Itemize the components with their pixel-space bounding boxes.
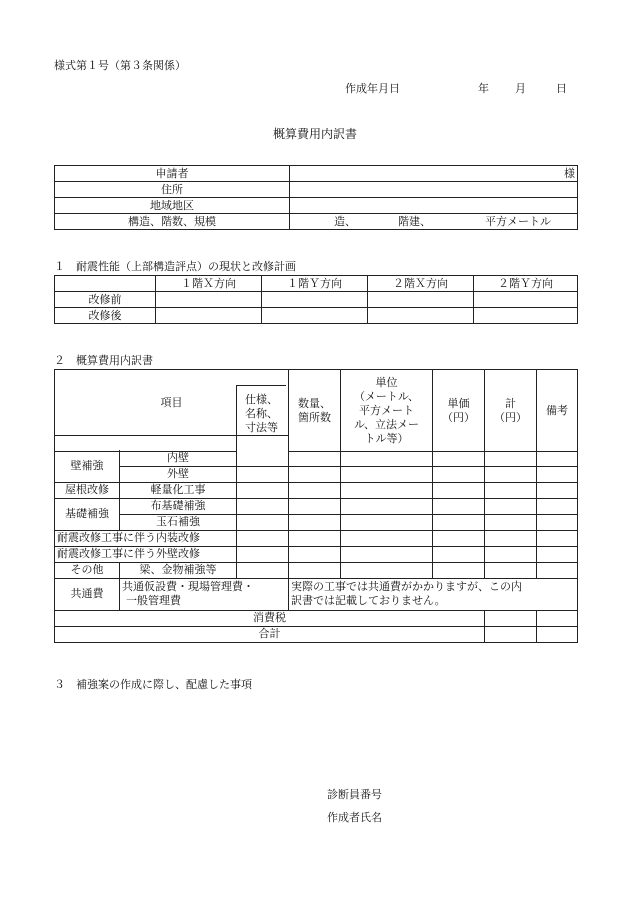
header-unit: 単位 （メートル、 平方メート ル、立法メー トル等） <box>341 370 433 452</box>
col-2x: ２階Ｘ方向 <box>368 276 474 292</box>
date-year: 年 <box>478 82 489 95</box>
wall-label: 壁補強 <box>55 450 120 482</box>
cell[interactable] <box>368 308 474 324</box>
cell[interactable] <box>474 292 578 308</box>
structure-label: 構造、階数、規模 <box>55 214 290 230</box>
page-title: 概算費用内訳書 <box>272 127 357 141</box>
section3-heading: ３ 補強案の作成に際し、配慮した事項 <box>54 678 252 691</box>
applicant-suffix: 様 <box>290 166 578 182</box>
structure-value[interactable] <box>290 214 578 230</box>
other-label: その他 <box>55 562 120 578</box>
lightweight: 軽量化工事 <box>120 482 237 498</box>
section2-heading: ２ 概算費用内訳書 <box>54 354 153 367</box>
header-spec: 仕様、 名称、 寸法等 <box>236 385 286 451</box>
header-note: 備考 <box>537 370 578 452</box>
address-label: 住所 <box>55 182 290 198</box>
applicant-label: 申請者 <box>55 166 290 182</box>
outer-wall: 外壁 <box>120 466 237 482</box>
diagnostician-number-label: 診断員番号 <box>327 788 382 801</box>
header-item: 項目 <box>55 370 289 436</box>
cell[interactable] <box>262 292 368 308</box>
header-price: 単価 （円） <box>433 370 485 452</box>
cost-body <box>54 450 578 643</box>
cloth-foundation: 布基礎補強 <box>120 498 237 514</box>
header-total: 計 （円） <box>485 370 537 452</box>
structure-part-1: 造、 <box>334 215 356 228</box>
cell[interactable] <box>156 292 262 308</box>
common-note: 実際の工事では共通費がかかりますが、この内 訳書では記載しておりません。 <box>289 578 578 610</box>
zone-label: 地域地区 <box>55 198 290 214</box>
section1-heading: １ 耐震性能（上部構造評点）の現状と改修計画 <box>54 260 296 273</box>
cell[interactable] <box>474 308 578 324</box>
structure-part-2: 階建、 <box>398 215 431 228</box>
roof-label: 屋根改修 <box>55 482 120 498</box>
beam-label: 梁、金物補強等 <box>120 562 237 578</box>
author-name-label: 作成者氏名 <box>327 811 382 824</box>
col-2y: ２階Ｙ方向 <box>474 276 578 292</box>
zone-value[interactable] <box>290 198 578 214</box>
exterior-label: 耐震改修工事に伴う外壁改修 <box>55 546 237 562</box>
cost-table <box>54 369 578 452</box>
row-before: 改修前 <box>55 292 156 308</box>
row-after: 改修後 <box>55 308 156 324</box>
stone-foundation: 玉石補強 <box>120 514 237 530</box>
cell[interactable] <box>262 308 368 324</box>
header-qty: 数量、 箇所数 <box>289 370 341 452</box>
seismic-table <box>54 275 578 324</box>
foundation-label: 基礎補強 <box>55 498 120 530</box>
date-day: 日 <box>556 82 567 95</box>
structure-part-3: 平方メートル <box>485 215 551 228</box>
cell[interactable] <box>156 308 262 324</box>
applicant-table <box>54 165 578 230</box>
col-1x: １階Ｘ方向 <box>156 276 262 292</box>
common-desc: 共通仮設費・現場管理費・ 一般管理費 <box>120 578 289 610</box>
address-value[interactable] <box>290 182 578 198</box>
col-1y: １階Ｙ方向 <box>262 276 368 292</box>
form-number: 様式第１号（第３条関係） <box>54 59 186 72</box>
common-label: 共通費 <box>55 578 120 610</box>
tax-label: 消費税 <box>55 610 485 626</box>
inner-wall: 内壁 <box>120 450 237 466</box>
sum-label: 合計 <box>55 626 485 642</box>
interior-label: 耐震改修工事に伴う内装改修 <box>55 530 237 546</box>
seismic-corner <box>55 276 156 292</box>
date-month: 月 <box>515 82 526 95</box>
cell[interactable] <box>368 292 474 308</box>
date-label: 作成年月日 <box>345 82 400 95</box>
